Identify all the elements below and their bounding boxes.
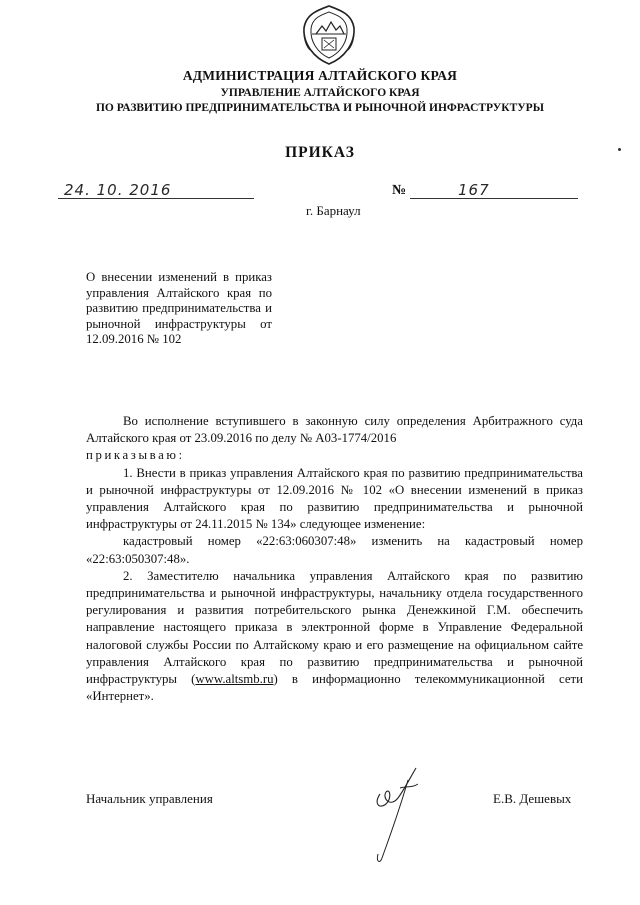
dept-title-line2: ПО РАЗВИТИЮ ПРЕДПРИНИМАТЕЛЬСТВА И РЫНОЧНОЙ ИНФРАСТРУКТУРЫ bbox=[95, 102, 544, 114]
order-word-paragraph bbox=[86, 447, 583, 464]
order-body bbox=[86, 413, 583, 705]
number-underline bbox=[410, 198, 578, 199]
signatory-role: Начальник управления bbox=[86, 791, 213, 806]
dept-title-line1: УПРАВЛЕНИЕ АЛТАЙСКОГО КРАЯ bbox=[220, 87, 420, 99]
order-word: приказываю: bbox=[86, 448, 185, 463]
signatory-name: Е.В. Дешевых bbox=[493, 791, 572, 806]
coat-of-arms-emblem bbox=[300, 4, 358, 66]
number-handwritten: 167 bbox=[458, 181, 490, 199]
date-handwritten: 24. 10. 2016 bbox=[64, 181, 172, 199]
speck bbox=[618, 148, 621, 151]
intro-paragraph bbox=[86, 413, 583, 447]
city: г. Барнаул bbox=[306, 203, 361, 218]
item-2-text-a: 2. Заместителю начальника управления Алтайского края по развитию предпринимательства и рыночной инфраструктуры, начальнику отдела государственного регулирования и развития потребительского рынка Денежкиной Г.М. обеспечить направление настоящего приказа в электронной форме в Управление Федеральной налоговой службы России по Алтайскому краю и его размещение на официальном сайте управления Алтайского края по развитию предпринимательства и рыночной инфраструктуры ( bbox=[86, 568, 583, 687]
number-label: № bbox=[392, 183, 407, 198]
document-type: ПРИКАЗ bbox=[285, 144, 355, 161]
handwritten-signature bbox=[360, 758, 440, 868]
item-2-text-b: ) в информационно телекоммуникационной сети «Интернет». bbox=[86, 672, 583, 704]
item-1: 1. Внести в приказ управления Алтайского края по развитию предпринимательства и рыночной инфраструктуры от 12.09.2016 № 102 «О внесении изменений в приказ управления Алтайского края по развитию предпринимательства и рыночной инфраструктуры от 24.11.2015 № 134» следующее изменение: bbox=[86, 465, 583, 532]
org-title: АДМИНИСТРАЦИЯ АЛТАЙСКОГО КРАЯ bbox=[182, 68, 458, 83]
site-link[interactable]: www.altsmb.ru bbox=[195, 672, 274, 687]
item-1-detail: кадастровый номер «22:63:060307:48» изменить на кадастровый номер «22:63:050307:48». bbox=[86, 534, 583, 566]
order-subject: О внесении изменений в приказ управления Алтайского края по развитию предпринимательства и рыночной инфраструктуры от 12.09.2016 № 102 bbox=[86, 270, 272, 347]
item-2 bbox=[86, 568, 583, 706]
intro-text: Во исполнение вступившего в законную силу определения Арбитражного суда Алтайского края от 23.09.2016 по делу № А03-1774/2016 bbox=[86, 414, 583, 446]
